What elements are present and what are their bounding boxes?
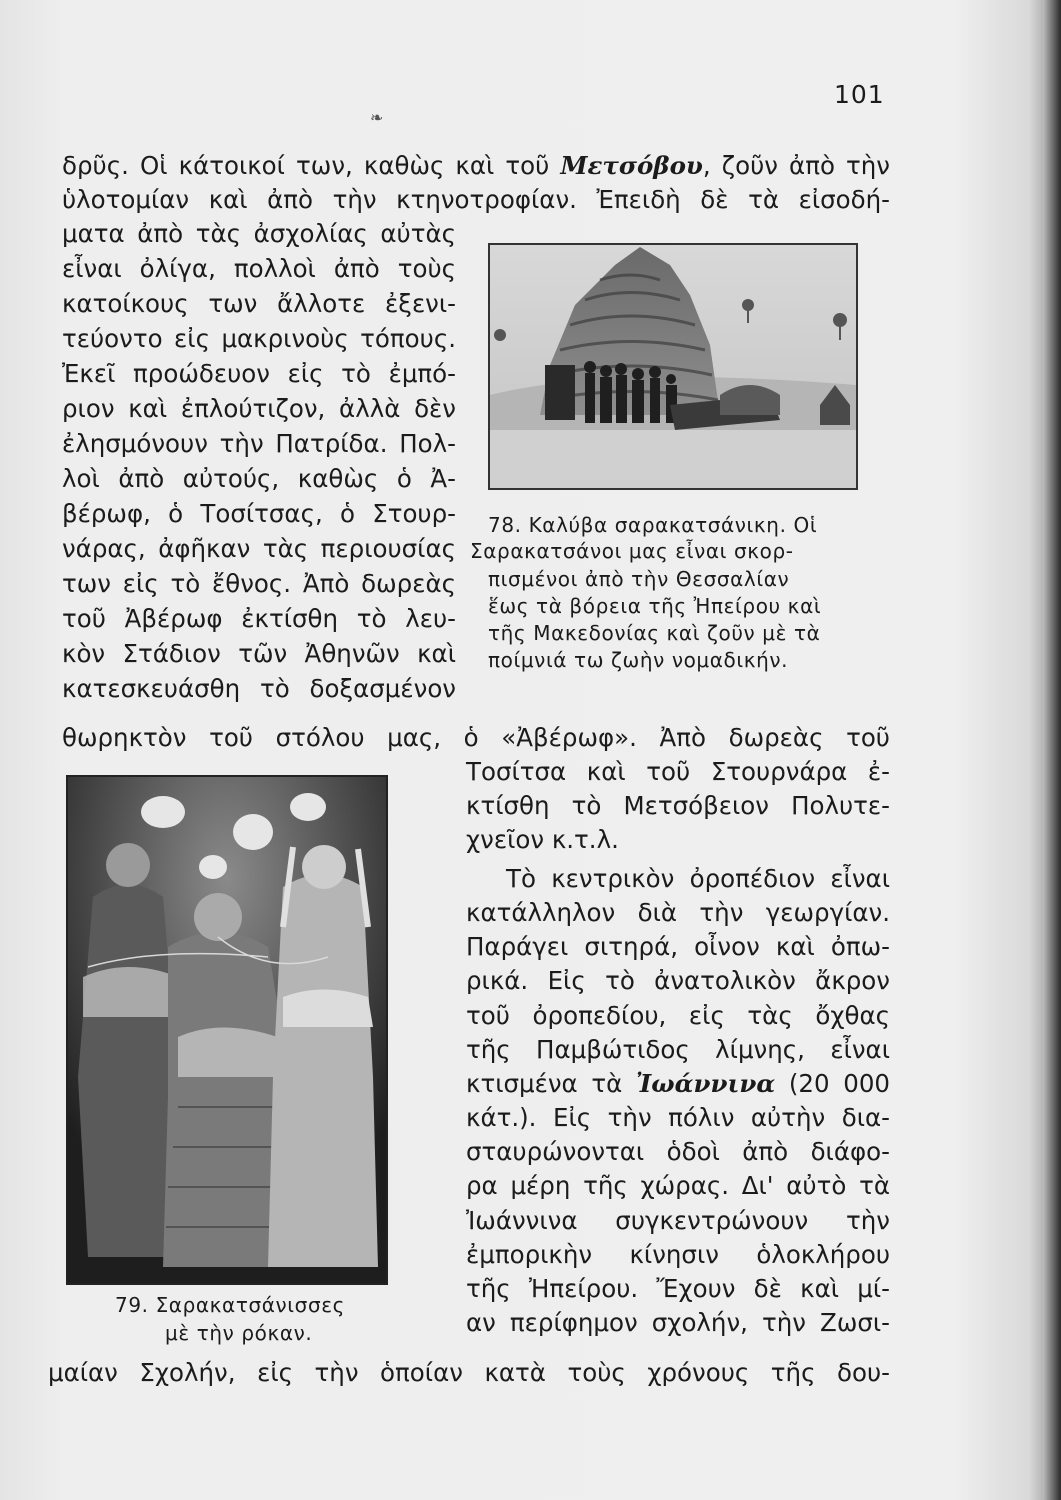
text-line: κατάλληλον διὰ τὴν γεωργίαν. — [466, 898, 890, 927]
text-line: ρικά. Εἰς τὸ ἀνατολικὸν ἄκρον — [466, 966, 890, 995]
text-line — [466, 1068, 890, 1100]
text-line: κατοίκους των ἄλλοτε ἐξενι- — [62, 289, 456, 318]
text-line: ἐμπορικὴν κίνησιν ὁλοκλήρου — [466, 1240, 890, 1269]
text-line: εἶναι ὀλίγα, πολλοὶ ἀπὸ τοὺς — [62, 254, 456, 283]
text-line: χνεῖον κ.τ.λ. — [466, 825, 619, 854]
text-line: λοὶ ἀπὸ αὐτούς, καθὼς ὁ Ἀ- — [62, 464, 456, 493]
page-number: 101 — [834, 80, 885, 109]
text-line: τῆς Ἠπείρου. Ἔχουν δὲ καὶ μί- — [466, 1274, 890, 1303]
text-line: κάτ.). Εἰς τὴν πόλιν αὐτὴν δια- — [466, 1103, 890, 1132]
text-line: θωρηκτὸν τοῦ στόλου μας, ὁ «Ἀβέρωφ». Ἀπὸ δωρεὰς τοῦ — [62, 723, 890, 752]
text-line: αν περίφημον σχολήν, τὴν Ζωσι- — [466, 1308, 890, 1337]
text-span: (20 000 — [775, 1069, 890, 1098]
text-line: ριον καὶ ἐπλούτιζον, ἀλλὰ δὲν — [62, 394, 456, 423]
text-line: κατεσκευάσθη τὸ δοξασμένον — [62, 674, 456, 703]
text-line: Τὸ κεντρικὸν ὀροπέδιον εἶναι — [506, 864, 890, 893]
caption-78-line: 78. Καλύβα σαρακατσάνικη. Οἱ — [488, 513, 818, 537]
text-line: τοῦ Ἀβέρωφ ἐκτίσθη τὸ λευ- — [62, 604, 456, 633]
text-line: κτίσθη τὸ Μετσόβειον Πολυτε- — [466, 791, 890, 820]
text-line: των εἰς τὸ ἔθνος. Ἀπὸ δωρεὰς — [62, 569, 456, 598]
text-line: ἐλησμόνουν τὴν Πατρίδα. Πολ- — [62, 429, 456, 458]
text-line: σταυρώνονται ὁδοὶ ἀπὸ διάφο- — [466, 1137, 890, 1166]
text-line: Ἐκεῖ προώδευον εἰς τὸ ἐμπό- — [62, 359, 456, 388]
photo-hut — [488, 243, 858, 490]
ink-speck: ❧ — [370, 108, 384, 127]
text-line: μαίαν Σχολήν, εἰς τὴν ὁποίαν κατὰ τοὺς χρόνους τῆς δου- — [48, 1358, 890, 1387]
text-line: τεύοντο εἰς μακρινοὺς τόπους. — [62, 324, 456, 353]
text-line: κὸν Στάδιον τῶν Ἀθηνῶν καὶ — [62, 639, 456, 668]
text-span: δρῦς. Οἱ κάτοικοί των, καθὼς καὶ τοῦ — [62, 151, 561, 180]
caption-78-line: πισμένοι ἀπὸ τὴν Θεσσαλίαν — [488, 567, 790, 591]
text-line: Παράγει σιτηρά, οἶνον καὶ ὀπω- — [466, 932, 890, 961]
text-line: Ἰωάννινα συγκεντρώνουν τὴν — [466, 1206, 890, 1235]
emphasis-ioannina: Ἰωάννινα — [635, 1069, 776, 1098]
text-line: βέρωφ, ὁ Τοσίτσας, ὁ Στουρ- — [62, 499, 456, 528]
text-line: νάρας, ἀφῆκαν τὰς περιουσίας — [62, 534, 456, 563]
text-line: ματα ἀπὸ τὰς ἀσχολίας αὐτὰς — [62, 219, 456, 248]
text-line: τοῦ ὀροπεδίου, εἰς τὰς ὄχθας — [466, 1001, 890, 1030]
caption-78-line: ποίμνιά τω ζωὴν νομαδικήν. — [488, 648, 789, 672]
caption-79-line: 79. Σαρακατσάνισσες — [115, 1293, 345, 1317]
text-line: τῆς Παμβώτιδος λίμνης, εἶναι — [466, 1035, 890, 1064]
caption-79-line: μὲ τὴν ρόκαν. — [165, 1321, 313, 1345]
photo-women-spinning — [66, 775, 388, 1285]
text-span: , ζοῦν ἀπὸ τὴν — [702, 151, 890, 180]
emphasis-metsovo: Μετσόβου — [560, 151, 703, 180]
text-line: ὑλοτομίαν καὶ ἀπὸ τὴν κτηνοτροφίαν. Ἐπειδὴ δὲ τὰ εἰσοδή- — [62, 185, 890, 214]
caption-78-line: Σαρακατσάνοι μας εἶναι σκορ- — [470, 539, 794, 563]
text-line: ρα μέρη τῆς χώρας. Δι' αὐτὸ τὰ — [466, 1171, 890, 1200]
caption-78-line: ἕως τὰ βόρεια τῆς Ἠπείρου καὶ — [488, 594, 822, 618]
caption-78-line: τῆς Μακεδονίας καὶ ζοῦν μὲ τὰ — [488, 621, 821, 645]
text-span: κτισμένα τὰ — [466, 1069, 636, 1098]
text-line: Τοσίτσα καὶ τοῦ Στουρνάρα ἐ- — [466, 757, 890, 786]
page-binding-edge — [1043, 0, 1061, 1500]
text-line — [62, 150, 890, 182]
